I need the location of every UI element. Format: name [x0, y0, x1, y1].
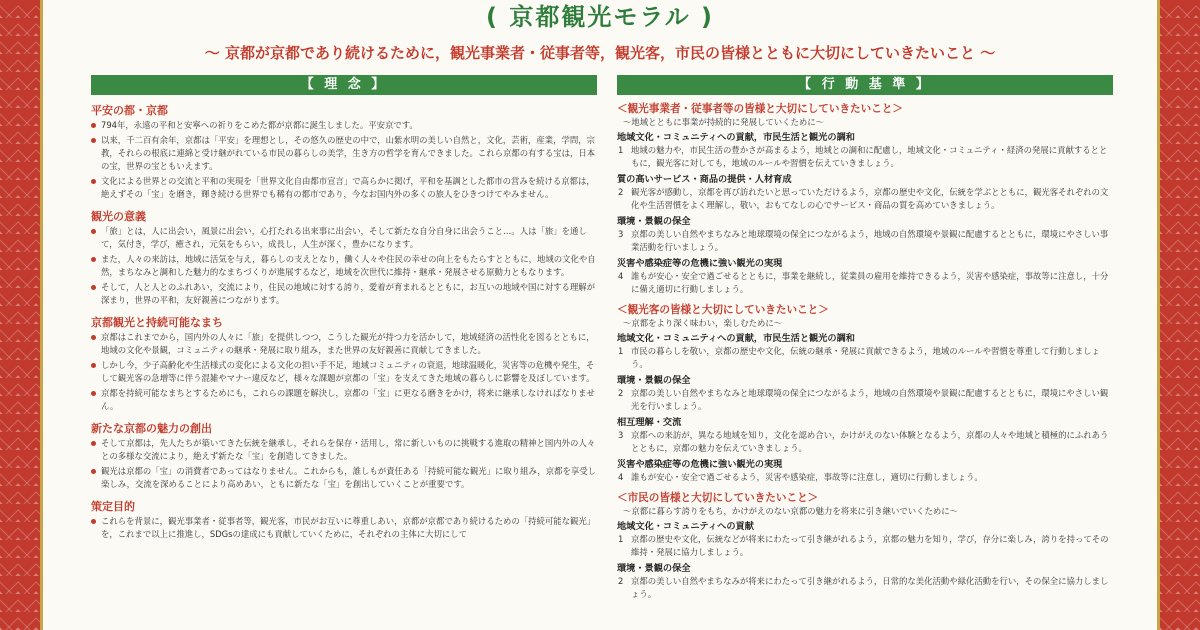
document-sheet [43, 0, 1157, 630]
left-border-pattern [0, 0, 40, 630]
bullet-text: 観光は京都の「宝」の消費者であってはなりません。これからも，誰しもが責任ある「持続可能な観光」に取り組み，京都を享受し楽しみ，交流を深めることにより高めあい，ともに新たな「宝」を創出していくことが重要です。 [101, 466, 597, 489]
action-standards-groups [617, 102, 1113, 601]
action-item-body: 観光客が感動し，京都を再び訪れたいと思っていただけるよう，京都の歴史や文化，伝統を学ぶとともに，観光客それぞれの文化や生活習慣をよく理解し，敬い，おもてなしの心でサービス・商品の質を高めていきましょう。 [631, 187, 1109, 210]
page-subtitle: 〜 京都が京都であり続けるために，観光事業者・従事者等，観光客，市民の皆様とともに大切にしていきたいこと 〜 [204, 44, 996, 62]
action-item-title: 地域文化・コミュニティへの貢献，市民生活と観光の調和 [617, 132, 855, 143]
bullet-text: そして京都は，先人たちが築いてきた伝統を継承し，それらを保存・活用し，常に新しいものに挑戦する進取の精神と国内外の人々との多様な交流により，絶えず新たな「宝」を創造してきました。 [101, 438, 596, 461]
action-item-text [617, 533, 1113, 559]
action-item-number: 1 [618, 145, 624, 155]
action-item [617, 257, 1113, 296]
action-item-text [617, 471, 1113, 484]
list-item [91, 253, 597, 279]
bullet-list [91, 515, 597, 541]
action-item-number: 3 [618, 430, 624, 440]
bullet-dot-icon [91, 138, 96, 143]
action-item-title: 環境・景観の保全 [617, 563, 691, 574]
bullet-text: これらを背景に，観光事業者・従事者等，観光客，市民がお互いに尊重しあい，京都が京都であり続けるための「持続可能な観光」を，これまで以上に推進し，SDGsの達成にも貢献していくために，それぞれの主体に大切にして [101, 516, 596, 539]
list-item [91, 134, 597, 173]
section-title: 平安の都・京都 [91, 104, 168, 117]
bullet-dot-icon [91, 335, 96, 340]
bullet-dot-icon [91, 363, 96, 368]
action-item-body: 市民の暮らしを敬い，京都の歴史や文化，伝統の継承・発展に貢献できるよう，地域のルールや習慣を尊重して行動しましょう。 [631, 346, 1100, 369]
action-item-title: 災害や感染症等の危機に強い観光の実現 [617, 258, 783, 269]
action-item-number: 2 [618, 576, 624, 586]
action-item-number: 3 [618, 229, 624, 239]
action-item-title: 環境・景観の保全 [617, 375, 691, 386]
action-item [617, 416, 1113, 455]
bullet-text: また，人々の来訪は，地域に活気を与え，暮らしの支えとなり，働く人々や住民の幸せの向上をもたらすとともに，地域の文化や自然，まちなみと調和した魅力的なまちづくりが進展するなど，地域を次世代に維持・継承・発展させる原動力ともなります。 [101, 254, 596, 277]
action-item [617, 562, 1113, 601]
page-title: ( 京都観光モラル ) [486, 3, 714, 31]
list-item [91, 387, 597, 413]
bullet-text: 「旅」とは，人に出会い，風景に出会い，心打たれる出来事に出会い，そして新たな自分自身に出会うこと…。人は「旅」を通して，気付き，学び，癒され，元気をもらい，成長し，人生が深く，豊かになります。 [101, 226, 587, 249]
bullet-dot-icon [91, 391, 96, 396]
group-subtitle: 〜京都をより深く味わい，楽しむために〜 [623, 318, 783, 328]
list-item [91, 225, 597, 251]
action-standards-heading: 【 行 動 基 準 】 [617, 75, 1113, 95]
action-item [617, 332, 1113, 371]
bullet-text: 794年，永遠の平和と安寧への祈りをこめた都が京都に誕生しました。平安京です。 [101, 120, 418, 130]
bullet-list [91, 225, 597, 307]
list-item [91, 437, 597, 463]
action-item-text [617, 186, 1113, 212]
bullet-text: 以来，千二百有余年，京都は「平安」を理想とし，その悠久の歴史の中で，山紫水明の美しい自然と，文化，芸術，産業，学問，宗教，それらの根底に連綿と受け継がれている市民の暮らしの美学，生き方の哲学を育んできました。これら京都の有する宝は，日本の宝，世界の宝ともいえます。 [101, 135, 596, 171]
action-item-title: 地域文化・コミュニティへの貢献，市民生活と観光の調和 [617, 333, 855, 344]
action-item-text [617, 144, 1113, 170]
bullet-dot-icon [91, 123, 96, 128]
philosophy-sections [91, 103, 597, 541]
action-item-title: 災害や感染症等の危機に強い観光の実現 [617, 459, 783, 470]
philosophy-heading: 【 理 念 】 [91, 75, 597, 95]
action-item [617, 131, 1113, 170]
list-item [91, 359, 597, 385]
action-item-body: 京都への来訪が，異なる地域を知り，文化を認め合い，かけがえのない体験となるよう，京都の人々や地域と積極的にふれあうとともに，京都の魅力を伝えていきましょう。 [631, 430, 1109, 453]
bullet-dot-icon [91, 179, 96, 184]
group-title: ＜観光客の皆様と大切にしていきたいこと＞ [617, 304, 829, 316]
philosophy-section [91, 499, 597, 541]
action-item [617, 520, 1113, 559]
action-group [617, 102, 1113, 296]
bullet-list [91, 437, 597, 491]
action-item-body: 京都の美しい自然やまちなみが将来にわたって引き継がれるよう，日常的な美化活動や緑化活動を行い，その保全に協力しましょう。 [631, 576, 1109, 599]
group-title: ＜市民の皆様と大切にしていきたいこと＞ [617, 492, 819, 504]
action-item [617, 173, 1113, 212]
action-item-text [617, 429, 1113, 455]
action-item-body: 京都の美しい自然やまちなみと地球環境の保全につながるよう，地域の自然環境や景観に配慮するとともに，環境にやさしい事業活動を行いましょう。 [631, 229, 1109, 252]
right-border-pattern [1160, 0, 1200, 630]
action-item-body: 誰もが安心・安全で過ごせるよう，災害や感染症，事故等に注意し，適切に行動しましょう。 [631, 472, 983, 482]
group-subtitle: 〜京都に暮らす誇りをもち，かけがえのない京都の魅力を将来に引き継いでいくために〜 [623, 506, 958, 516]
action-standards-column [617, 75, 1113, 601]
bullet-text: 京都を持続可能なまちとするためにも，これらの課題を解決し，京都の「宝」に更なる磨きをかけ，将来に継承しなければなりません。 [101, 388, 595, 411]
list-item [91, 465, 597, 491]
action-item-title: 環境・景観の保全 [617, 216, 691, 227]
action-item-text [617, 228, 1113, 254]
action-item-number: 1 [618, 534, 624, 544]
action-item-number: 2 [618, 187, 624, 197]
bullet-dot-icon [91, 257, 96, 262]
action-group [617, 303, 1113, 484]
bullet-dot-icon [91, 229, 96, 234]
action-item-title: 相互理解・交流 [617, 417, 682, 428]
action-item-number: 4 [618, 472, 624, 482]
action-item-text [617, 575, 1113, 601]
list-item [91, 119, 597, 132]
group-subtitle: 〜地域とともに事業が持続的に発展していくために〜 [623, 117, 824, 127]
section-title: 新たな京都の魅力の創出 [91, 422, 212, 435]
philosophy-section [91, 209, 597, 307]
section-title: 観光の意義 [91, 210, 146, 223]
action-item [617, 215, 1113, 254]
right-border-trim [1157, 0, 1160, 630]
list-item [91, 175, 597, 201]
philosophy-column [91, 75, 597, 543]
action-item-body: 京都の美しい自然やまちなみと地球環境の保全につながるよう，地域の自然環境や景観に配慮するとともに，環境にやさしい観光を行いましょう。 [631, 388, 1109, 411]
philosophy-section [91, 421, 597, 491]
bullet-text: 文化による世界との交流と平和の実現を「世界文化自由都市宣言」で高らかに掲げ，平和を基調とした都市の営みを続ける京都は，絶えずその「宝」を磨き，輝き続ける世界でも稀有の都市であり，今なお国内外の多くの旅人をひきつけてやみません。 [101, 176, 595, 199]
group-title: ＜観光事業者・従事者等の皆様と大切にしていきたいこと＞ [617, 103, 904, 115]
action-item-text [617, 270, 1113, 296]
list-item [91, 281, 597, 307]
action-item-text [617, 387, 1113, 413]
bullet-dot-icon [91, 469, 96, 474]
action-item-title: 質の高いサービス・商品の提供・人材育成 [617, 174, 792, 185]
bullet-dot-icon [91, 519, 96, 524]
action-item-body: 京都の歴史や文化，伝統などが将来にわたって引き継がれるよう，京都の魅力を知り，学び，存分に楽しみ，誇りを持ってその維持・発展に協力しましょう。 [631, 534, 1109, 557]
action-item-number: 1 [618, 346, 624, 356]
list-item [91, 515, 597, 541]
bullet-dot-icon [91, 285, 96, 290]
philosophy-section [91, 103, 597, 201]
bullet-dot-icon [91, 441, 96, 446]
bullet-text: しかし今，少子高齢化や生活様式の変化による文化の担い手不足，地域コミュニティの衰退，地球温暖化，災害等の危機や発生，そして観光客の急増等に伴う混雑やマナー違反など，様々な課題が京都の「宝」を支えてきた地域の暮らしに影響を及ぼしています。 [101, 360, 595, 383]
philosophy-section [91, 315, 597, 413]
bullet-text: そして，人と人とのふれあい，交流により，住民の地域に対する誇り，愛着が育まれるとともに，お互いの地域や国に対する理解が深まり，世界の平和，友好親善につながります。 [101, 282, 595, 305]
section-title: 策定目的 [91, 500, 135, 513]
action-item-number: 4 [618, 271, 624, 281]
list-item [91, 331, 597, 357]
section-title: 京都観光と持続可能なまち [91, 316, 223, 329]
action-item-body: 地域の魅力や，市民生活の豊かさが高まるよう，地域との調和に配慮し，地域文化・コミュニティ・経済の発展に貢献するとともに，観光客に対しても，地域のルールや習慣を伝えていきましょう。 [631, 145, 1108, 168]
action-group [617, 491, 1113, 601]
action-item-text [617, 345, 1113, 371]
action-item [617, 458, 1113, 484]
action-item-body: 誰もが安心・安全で過ごせるとともに，事業を継続し，従業員の雇用を維持できるよう，災害や感染症，事故等に注意し，十分に備え適切に行動しましょう。 [631, 271, 1109, 294]
bullet-list [91, 331, 597, 413]
action-item-number: 2 [618, 388, 624, 398]
action-item [617, 374, 1113, 413]
bullet-list [91, 119, 597, 201]
bullet-text: 京都はこれまでから，国内外の人々に「旅」を提供しつつ，こうした観光が持つ力を活かして，地域経済の活性化を図るとともに，地域の文化や景観，コミュニティの継承・発展に取り組み，また世界の友好親善に貢献してきました。 [101, 332, 595, 355]
action-item-title: 地域文化・コミュニティへの貢献 [617, 521, 754, 532]
